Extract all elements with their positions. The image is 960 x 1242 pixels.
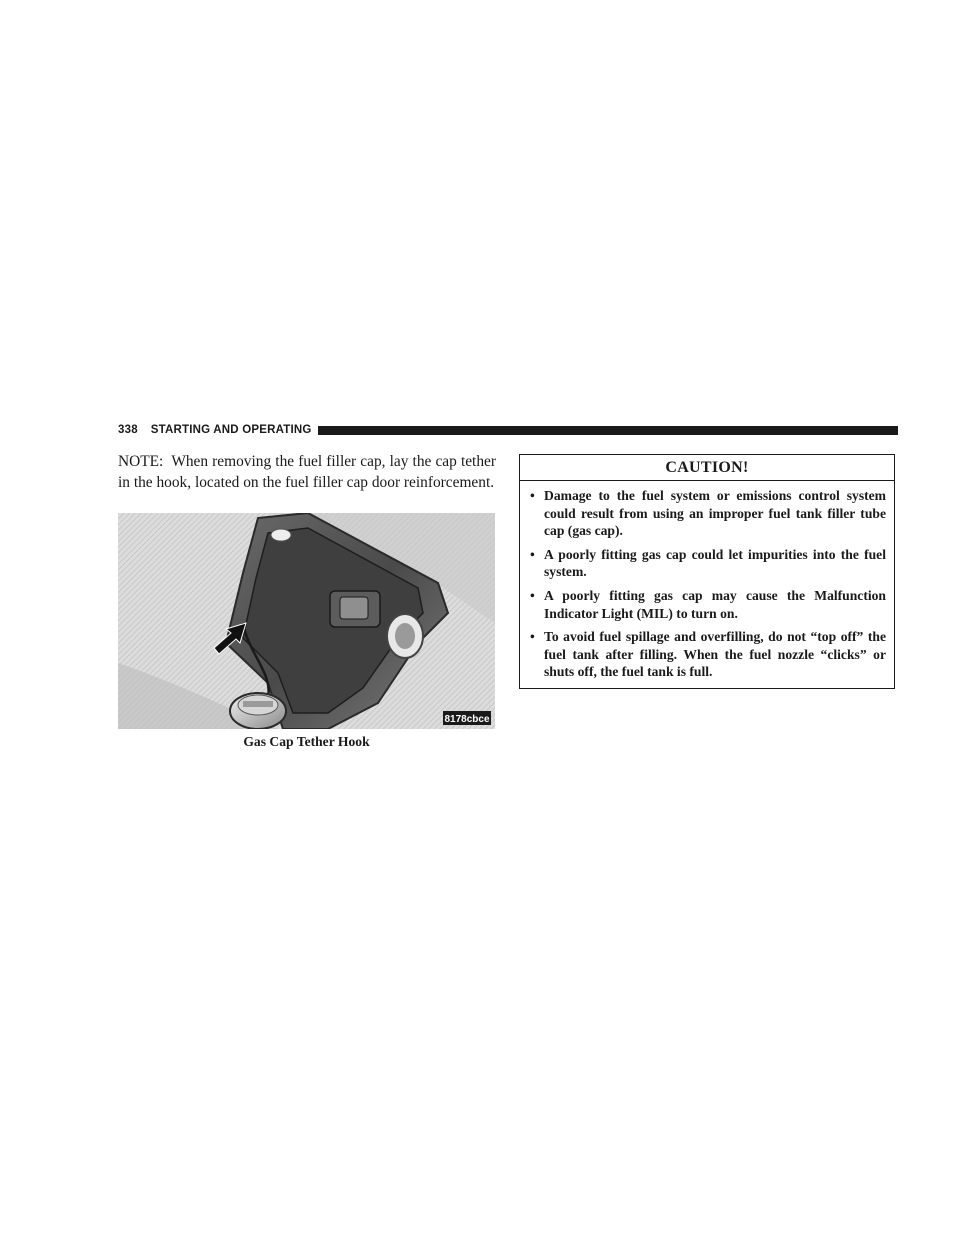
bullet: • [530,546,535,562]
note-column [118,452,496,493]
note-paragraph [118,452,496,493]
caution-title: CAUTION! [520,455,894,481]
figure-caption: Gas Cap Tether Hook [243,734,370,749]
caution-list [520,481,894,681]
list-item: • To avoid fuel spillage and overfilling, do not “top off” the fuel tank after filling. When the fuel nozzle “clicks” or shuts off, the fuel tank is full. [530,629,886,680]
header-rule [318,426,898,435]
list-item: • Damage to the fuel system or emissions control system could result from using an improper fuel tank filler tube cap (gas cap). [530,488,886,539]
section-title: STARTING AND OPERATING [150,424,312,436]
list-item: • A poorly fitting gas cap may cause the Malfunction Indicator Light (MIL) to turn on. [530,587,886,621]
gas-cap-tether-hook-illustration [118,513,495,729]
note-text: When removing the fuel filler cap, lay the cap tether in the hook, located on the fuel filler cap door reinforcement. [118,453,496,491]
bullet: • [530,488,535,503]
bullet: • [530,587,535,603]
list-item: • A poorly fitting gas cap could let impurities into the fuel system. [530,546,886,580]
page-number: 338 [118,424,138,436]
caution-box [519,454,895,689]
bullet: • [530,629,535,645]
page-header [118,422,898,438]
note-label: NOTE: [118,453,164,470]
figure-code: 8178cbce [444,714,490,725]
